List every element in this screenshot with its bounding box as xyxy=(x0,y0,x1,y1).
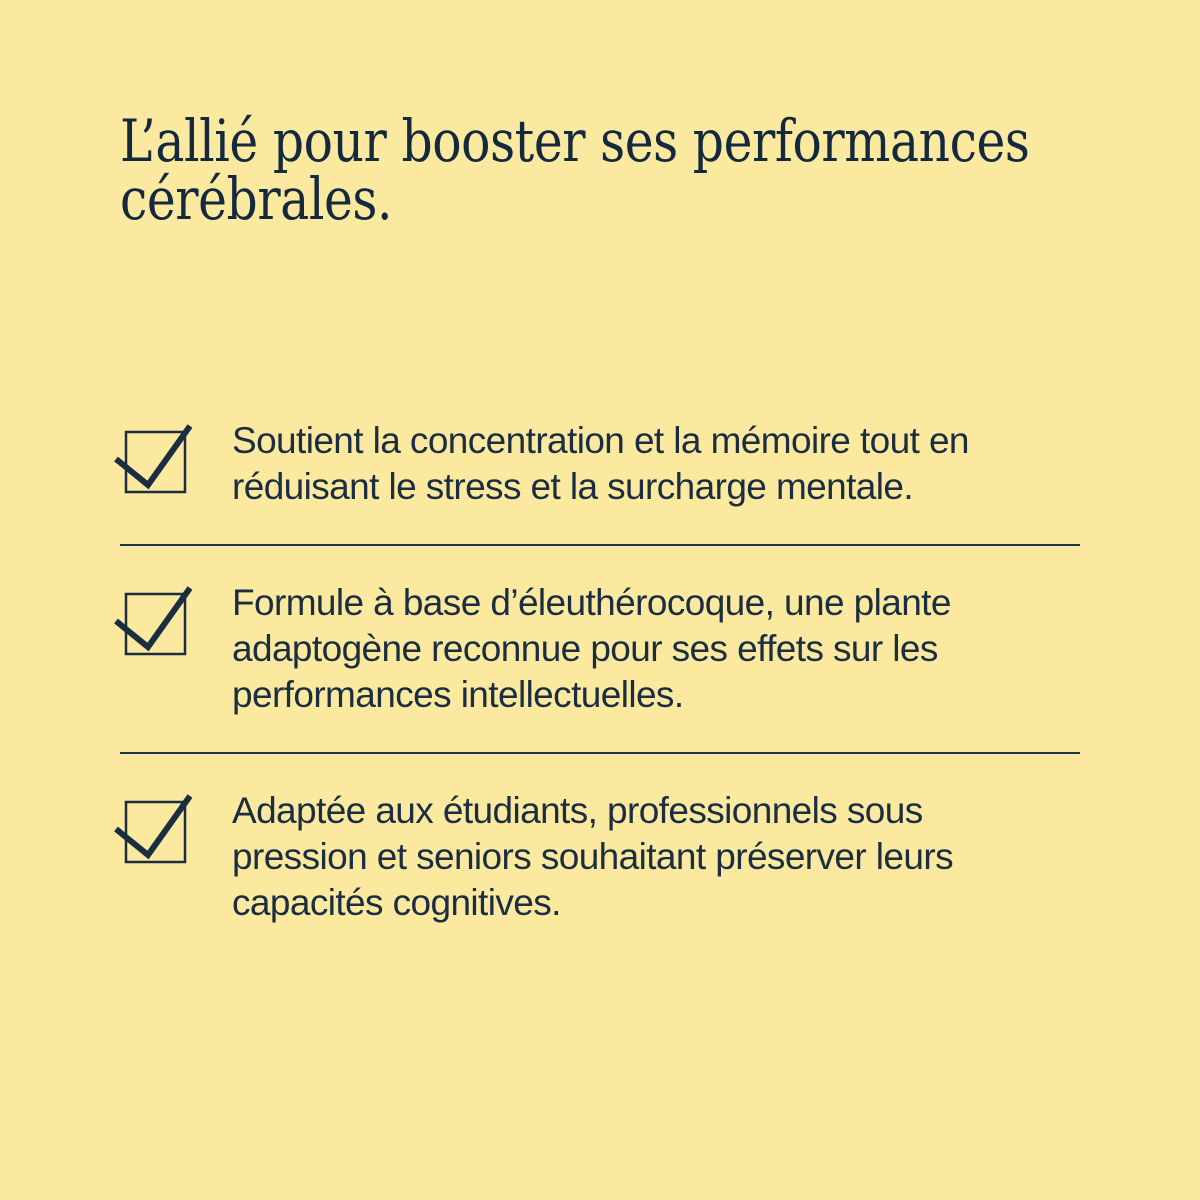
text-line: réduisant le stress et la surcharge mentale. xyxy=(232,466,914,507)
text-line: Formule à base d’éleuthérocoque, une plante xyxy=(232,582,951,623)
list-item-text xyxy=(232,418,969,510)
benefits-list xyxy=(120,418,1080,926)
list-item-text xyxy=(232,788,953,926)
text-line: Soutient la concentration et la mémoire tout en xyxy=(232,420,969,461)
page-title xyxy=(120,107,1080,233)
divider xyxy=(120,752,1080,754)
text-line: pression et seniors souhaitant préserver leurs xyxy=(232,836,953,877)
text-line: adaptogène reconnue pour ses effets sur les xyxy=(232,628,938,669)
checkbox-checked-icon xyxy=(114,585,192,657)
divider xyxy=(120,544,1080,546)
text-line: capacités cognitives. xyxy=(232,882,561,923)
title-line-1: L’allié pour booster ses performances xyxy=(120,107,1030,175)
list-item xyxy=(120,580,1080,718)
text-line: Adaptée aux étudiants, professionnels sous xyxy=(232,790,923,831)
list-item-text xyxy=(232,580,951,718)
title-line-2: cérébrales. xyxy=(120,165,393,233)
checkbox-checked-icon xyxy=(114,793,192,865)
list-item xyxy=(120,788,1080,926)
text-line: performances intellectuelles. xyxy=(232,674,684,715)
list-item xyxy=(120,418,1080,510)
checkbox-checked-icon xyxy=(114,423,192,495)
